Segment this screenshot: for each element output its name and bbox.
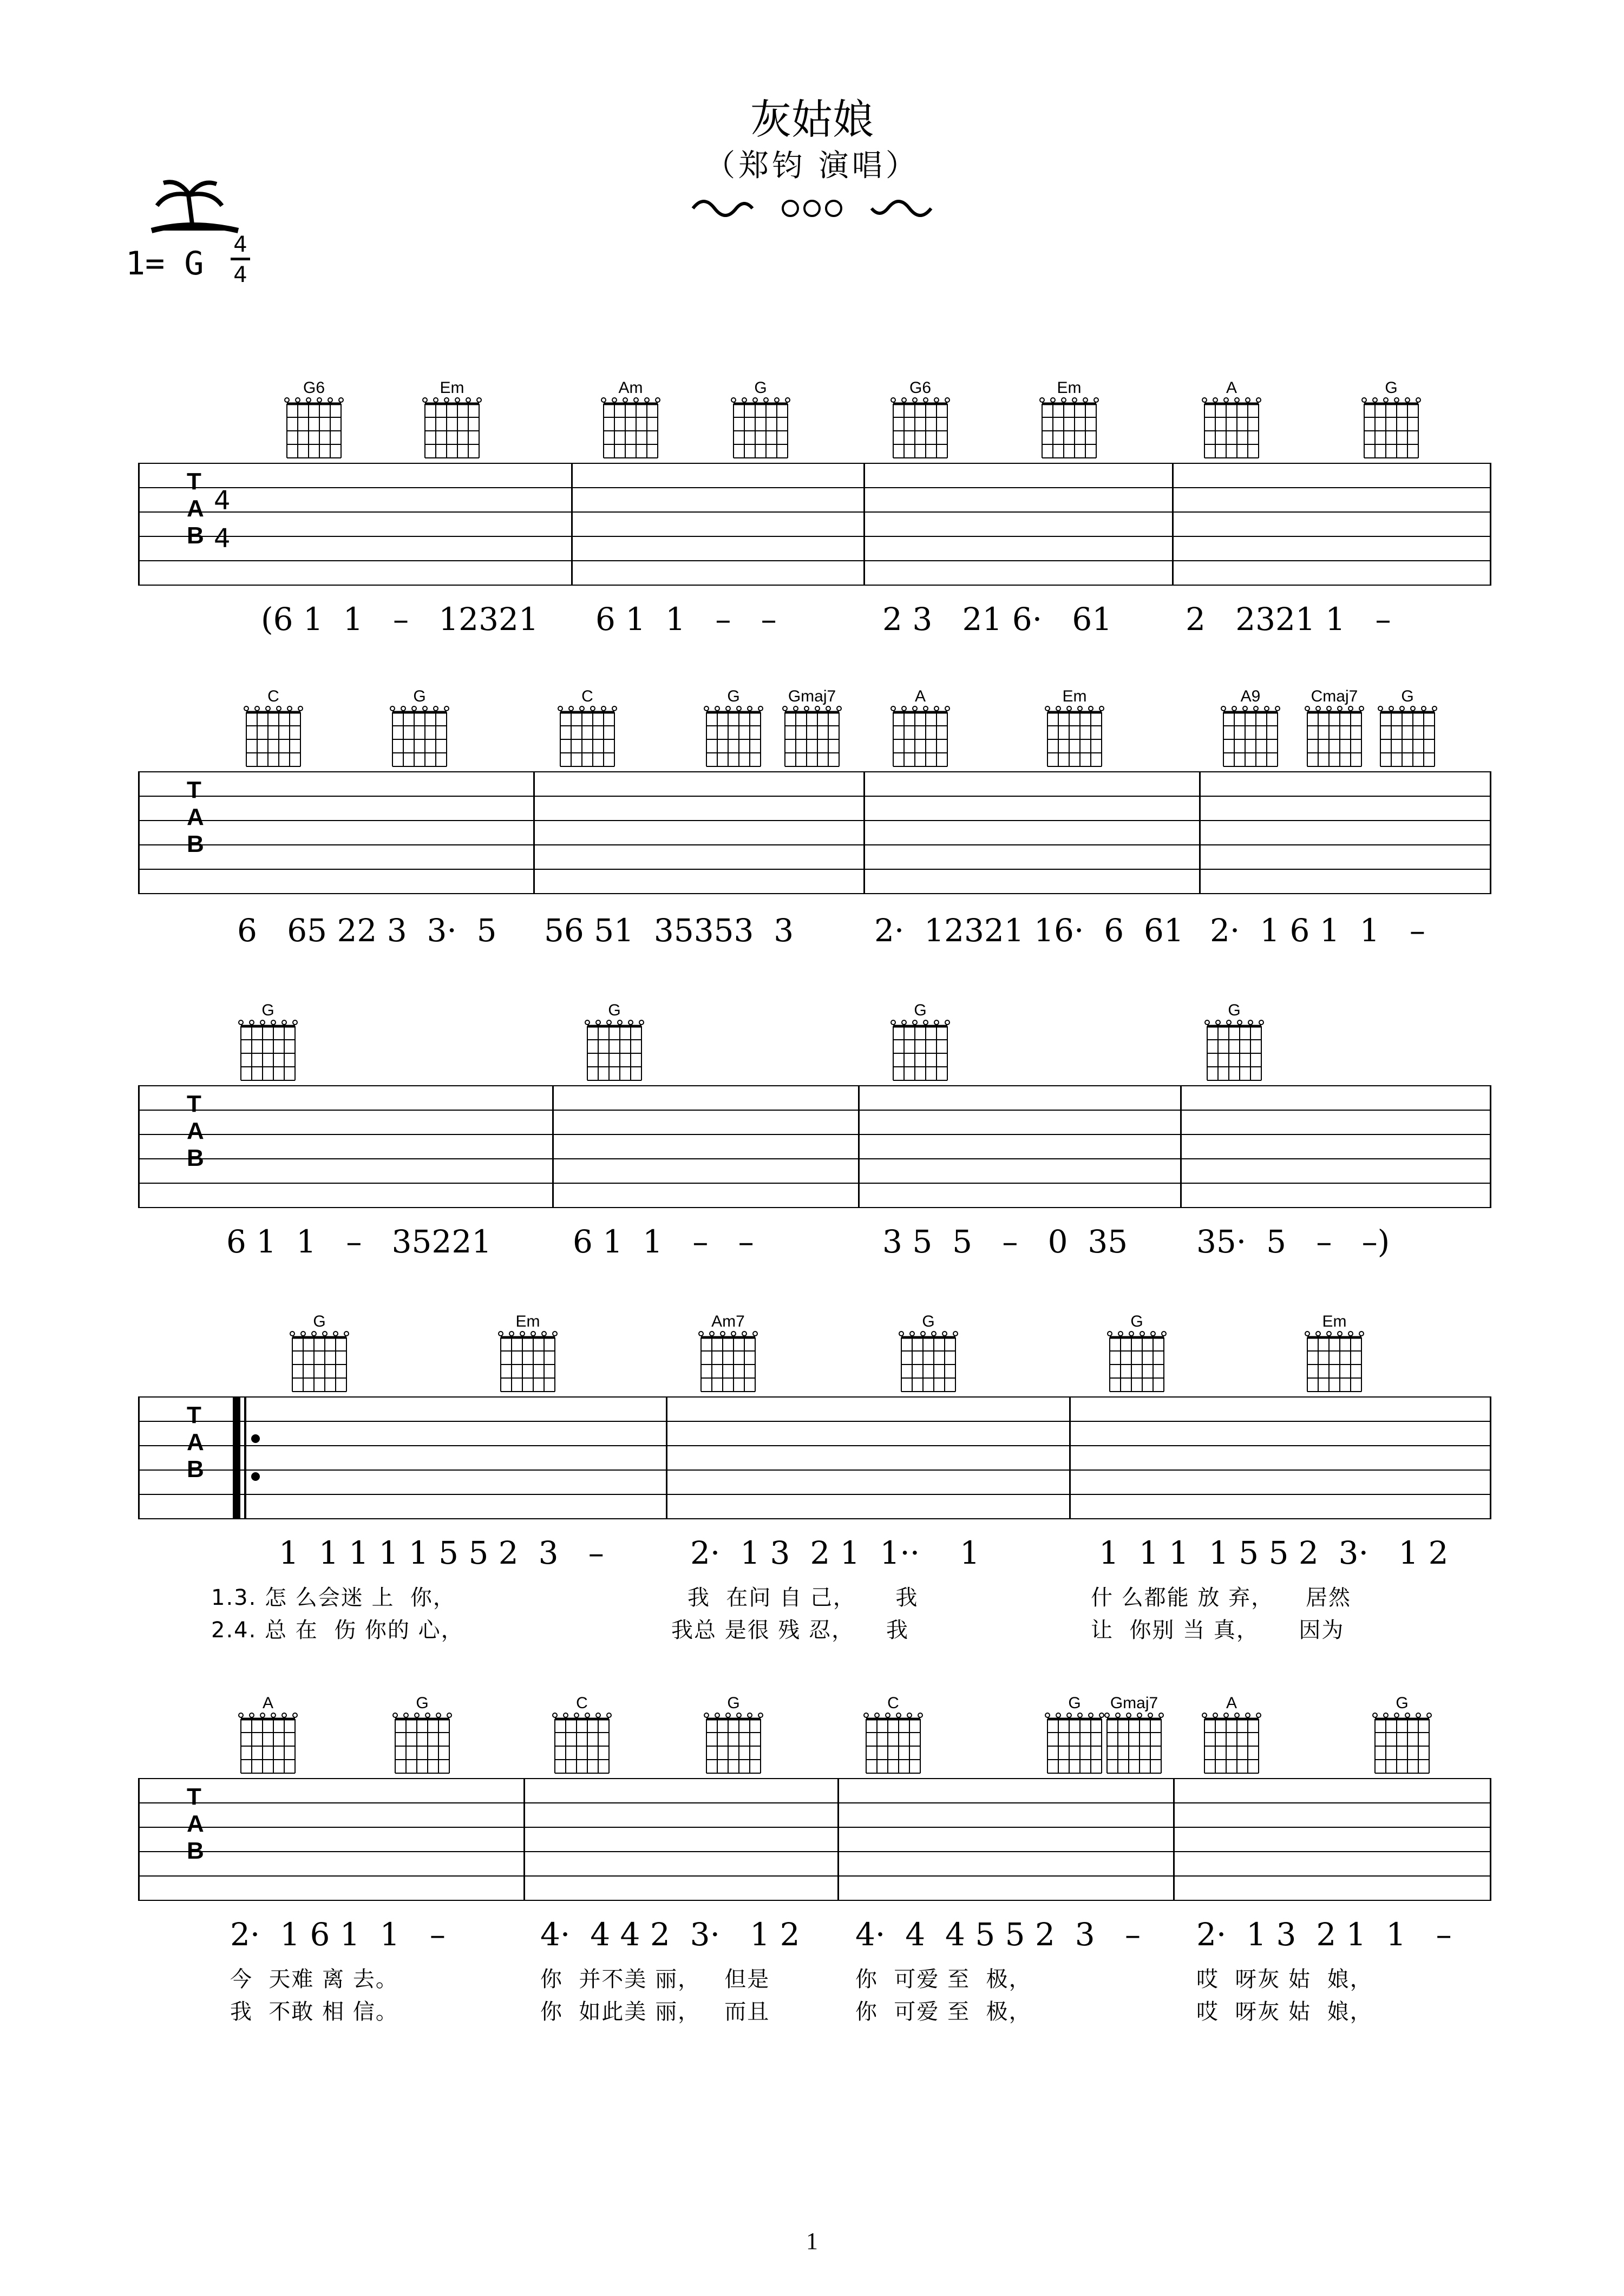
tab-staff-system-4 [138, 1396, 1491, 1518]
chord-name: G [1401, 687, 1414, 705]
chord-diagram-a [1194, 1694, 1269, 1782]
chord-name: A [1226, 1694, 1237, 1712]
chord-name: C [887, 1694, 899, 1712]
chord-grid-icon [1099, 1331, 1175, 1399]
chord-name: G [313, 1313, 326, 1330]
chord-name: G [1068, 1694, 1081, 1712]
chord-grid-icon [690, 1331, 766, 1399]
lyrics-system-4-verse-2-c: 让 你别 当 真， 因为 [1091, 1618, 1345, 1643]
chord-grid-icon [774, 706, 850, 773]
chord-grid-icon [1353, 397, 1429, 465]
chord-diagram-gmaj7 [774, 687, 850, 776]
lyrics-system-4-verse-1-c: 什 么都能 放 弃， 居然 [1091, 1585, 1352, 1610]
chord-diagram-cmaj7 [1296, 687, 1372, 776]
chord-grid-icon [1296, 1331, 1372, 1399]
lyrics-system-4-verse-2-a: 2.4. 总 在 伤 你的 心， [211, 1618, 464, 1643]
chord-grid-icon [577, 1020, 652, 1087]
chord-name: G [922, 1313, 935, 1330]
chord-grid-icon [723, 397, 798, 465]
chord-diagram-em [490, 1313, 566, 1401]
chord-grid-icon [384, 1713, 460, 1780]
lyrics-system-5-verse-1-c: 你 可爱 至 极， [855, 1967, 1032, 1992]
chord-name: Cmaj7 [1311, 687, 1358, 705]
chord-diagram-g [230, 1001, 306, 1090]
chord-diagram-a9 [1213, 687, 1288, 776]
chord-grid-icon [276, 397, 352, 465]
chord-diagram-g6 [276, 379, 352, 467]
chord-name: G [754, 379, 767, 397]
notation-system-2-m4: 2· 1 6 1 1 – [1210, 912, 1425, 949]
chord-diagram-g [1370, 687, 1445, 776]
tab-ts-bottom: 4 [214, 523, 231, 554]
chord-name: G6 [303, 379, 325, 397]
notation-system-1-m4: 2 2321 1 – [1186, 601, 1391, 638]
tab-clef [187, 1783, 204, 1865]
chord-diagram-em [1037, 687, 1112, 776]
chord-diagram-g [1196, 1001, 1272, 1090]
lyrics-system-4-verse-2-b: 我总 是很 残 忍， 我 [671, 1618, 909, 1643]
chord-name: Am [618, 379, 643, 397]
chord-name: C [581, 687, 593, 705]
tab-clef-b: B [187, 522, 204, 549]
chord-name: Em [515, 1313, 540, 1330]
notation-system-5-m4: 2· 1 3 2 1 1 – [1196, 1916, 1452, 1953]
chord-diagram-em [1031, 379, 1107, 467]
chord-name: G [914, 1001, 927, 1019]
chord-diagram-em [1296, 1313, 1372, 1401]
chord-diagram-am7 [690, 1313, 766, 1401]
chord-grid-icon [593, 397, 669, 465]
lyrics-system-4-verse-1-a: 1.3. 怎 么会迷 上 你， [211, 1585, 456, 1610]
chord-diagram-g6 [882, 379, 958, 467]
lyrics-system-5-verse-1-b: 你 并不美 丽， 但是 [540, 1967, 770, 1992]
chord-grid-icon [1031, 397, 1107, 465]
chord-diagram-g [1353, 379, 1429, 467]
chord-diagram-c [544, 1694, 620, 1782]
chord-diagram-c [549, 687, 625, 776]
ornament-divider [687, 187, 937, 230]
tab-ts-top: 4 [214, 486, 231, 516]
chord-grid-icon [544, 1713, 620, 1780]
chord-grid-icon [1370, 706, 1445, 773]
lyrics-system-5-verse-1-d: 哎 呀灰 姑 娘， [1196, 1967, 1373, 1992]
notation-system-5-m2: 4· 4 4 2 3· 1 2 [540, 1916, 800, 1953]
chord-diagram-g [890, 1313, 966, 1401]
chord-name: G [1385, 379, 1398, 397]
time-signature-top: 4 [233, 232, 247, 257]
notation-system-2-m2: 56 51 35353 3 [544, 912, 794, 949]
chord-grid-icon [382, 706, 457, 773]
chord-grid-icon [1364, 1713, 1440, 1780]
chord-diagram-g [1099, 1313, 1175, 1401]
time-signature-bar [231, 258, 250, 260]
lyrics-system-4-verse-1-b: 我 在问 自 己， 我 [687, 1585, 919, 1610]
chord-name: Em [440, 379, 464, 397]
chord-name: G [1130, 1313, 1143, 1330]
chord-grid-icon [696, 1713, 771, 1780]
chord-name: Gmaj7 [788, 687, 836, 705]
chord-diagram-am [593, 379, 669, 467]
notation-system-4-m2: 2· 1 3 2 1 1·· 1 [690, 1534, 980, 1571]
tab-clef-a: A [187, 495, 204, 522]
chord-grid-icon [230, 1713, 306, 1780]
chord-grid-icon [882, 1020, 958, 1087]
tab-clef-a: A [187, 1118, 204, 1144]
chord-grid-icon [281, 1331, 357, 1399]
chord-grid-icon [1096, 1713, 1172, 1780]
lyrics-system-5-verse-2-c: 你 可爱 至 极， [855, 1999, 1032, 2024]
notation-system-2-m1: 6 65 22 3 3· 5 [237, 912, 497, 949]
chord-name: Am7 [711, 1313, 745, 1330]
tab-clef [187, 1091, 204, 1172]
chord-diagram-g [696, 687, 771, 776]
chord-grid-icon [235, 706, 311, 773]
chord-name: G [727, 687, 740, 705]
tab-staff-system-3 [138, 1085, 1491, 1207]
chord-diagram-g [281, 1313, 357, 1401]
chord-diagram-a [1194, 379, 1269, 467]
chord-name: C [576, 1694, 588, 1712]
tab-clef-b: B [187, 1145, 204, 1171]
tab-clef-t: T [187, 1091, 201, 1117]
chord-grid-icon [414, 397, 490, 465]
tab-clef-b: B [187, 1456, 204, 1482]
tab-clef [187, 468, 204, 549]
chord-name: A [914, 687, 926, 705]
chord-grid-icon [696, 706, 771, 773]
song-title: 灰姑娘 [750, 95, 874, 143]
tab-clef-a: A [187, 1810, 204, 1837]
chord-name: C [267, 687, 279, 705]
tab-clef-b: B [187, 831, 204, 857]
chord-grid-icon [890, 1331, 966, 1399]
chord-diagram-g [696, 1694, 771, 1782]
chord-name: G [1396, 1694, 1409, 1712]
tab-clef [187, 1402, 204, 1483]
chord-diagram-g [384, 1694, 460, 1782]
chord-grid-icon [882, 706, 958, 773]
chord-grid-icon [1194, 397, 1269, 465]
tab-clef-t: T [187, 777, 201, 803]
tab-clef-b: B [187, 1838, 204, 1864]
notation-system-4-m1: 1 1 1 1 1 5 5 2 3 – [279, 1534, 604, 1571]
chord-grid-icon [230, 1020, 306, 1087]
notation-system-1-m2: 6 1 1 – – [595, 601, 777, 638]
notation-system-2-m3: 2· 12321 16· 6 61 [874, 912, 1184, 949]
notation-system-5-m3: 4· 4 4 5 5 2 3 – [855, 1916, 1141, 1953]
notation-system-1-m3: 2 3 21 6· 61 [882, 601, 1112, 638]
tab-clef [187, 777, 204, 858]
chord-grid-icon [1296, 706, 1372, 773]
lyrics-system-5-verse-1-a: 今 天难 离 去。 [230, 1967, 398, 1992]
chord-name: Em [1322, 1313, 1347, 1330]
chord-name: G [1228, 1001, 1241, 1019]
tab-staff-system-2 [138, 771, 1491, 893]
chord-diagram-gmaj7 [1096, 1694, 1172, 1782]
notation-system-3-m4: 35· 5 – –) [1196, 1223, 1390, 1260]
time-signature-bottom: 4 [233, 263, 247, 287]
chord-name: A [262, 1694, 273, 1712]
chord-grid-icon [549, 706, 625, 773]
chord-name: G6 [909, 379, 932, 397]
chord-name: G [261, 1001, 274, 1019]
chord-name: Em [1062, 687, 1087, 705]
chord-diagram-c [235, 687, 311, 776]
lyrics-system-5-verse-2-d: 哎 呀灰 姑 娘， [1196, 1999, 1373, 2024]
tab-staff-system-5 [138, 1778, 1491, 1900]
lyrics-system-5-verse-2-a: 我 不敢 相 信。 [230, 1999, 398, 2024]
chord-name: Em [1057, 379, 1082, 397]
key-signature: 1= G [126, 245, 204, 283]
notation-system-5-m1: 2· 1 6 1 1 – [230, 1916, 446, 1953]
chord-diagram-g [577, 1001, 652, 1090]
chord-name: G [416, 1694, 429, 1712]
notation-system-1-m1: (6 1 1 – 12321 [261, 601, 539, 638]
tab-clef-t: T [187, 1783, 201, 1810]
chord-diagram-g [882, 1001, 958, 1090]
chord-grid-icon [1194, 1713, 1269, 1780]
chord-diagram-g [1364, 1694, 1440, 1782]
chord-diagram-g [723, 379, 798, 467]
chord-diagram-a [882, 687, 958, 776]
chord-name: G [727, 1694, 740, 1712]
tab-time-signature [214, 476, 231, 563]
chord-grid-icon [490, 1331, 566, 1399]
chord-name: A [1226, 379, 1237, 397]
notation-system-3-m1: 6 1 1 – 35221 [226, 1223, 492, 1260]
page-number: 1 [806, 2228, 818, 2254]
tab-clef-t: T [187, 1402, 201, 1428]
tab-clef-t: T [187, 468, 201, 495]
notation-system-4-m3: 1 1 1 1 5 5 2 3· 1 2 [1099, 1534, 1449, 1571]
chord-grid-icon [1213, 706, 1288, 773]
chord-diagram-c [855, 1694, 931, 1782]
chord-name: G [413, 687, 426, 705]
tab-clef-a: A [187, 1429, 204, 1455]
chord-name: Gmaj7 [1110, 1694, 1158, 1712]
chord-grid-icon [882, 397, 958, 465]
tab-clef-a: A [187, 804, 204, 830]
chord-diagram-em [414, 379, 490, 467]
notation-system-3-m2: 6 1 1 – – [573, 1223, 754, 1260]
chord-grid-icon [1037, 706, 1112, 773]
lyrics-system-5-verse-2-b: 你 如此美 丽， 而且 [540, 1999, 770, 2024]
chord-diagram-g [382, 687, 457, 776]
chord-name: A9 [1240, 687, 1261, 705]
chord-diagram-a [230, 1694, 306, 1782]
chord-grid-icon [855, 1713, 931, 1780]
song-subtitle: （郑钧 演唱） [705, 148, 919, 183]
chord-grid-icon [1196, 1020, 1272, 1087]
chord-name: G [608, 1001, 621, 1019]
palm-tree-icon [146, 179, 244, 238]
notation-system-3-m3: 3 5 5 – 0 35 [882, 1223, 1128, 1260]
tab-staff-system-1 [138, 463, 1491, 585]
